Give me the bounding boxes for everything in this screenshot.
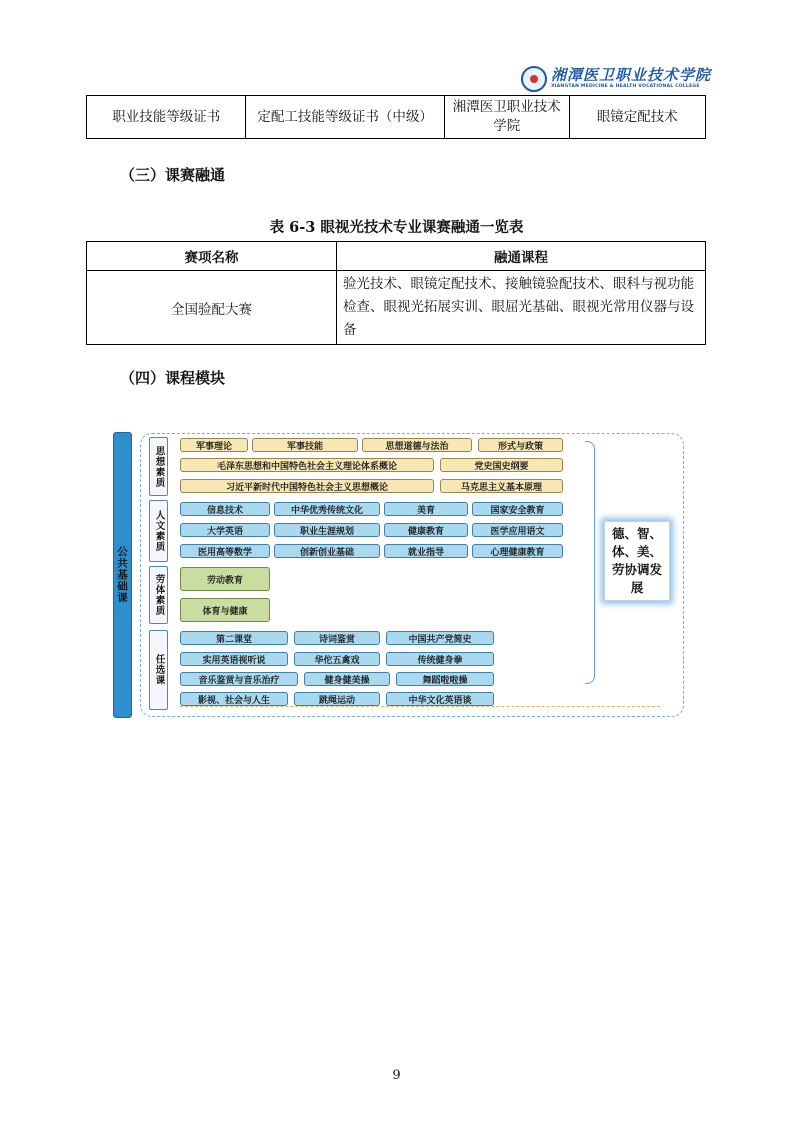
courses-cell: 验光技术、眼镜定配技术、接触镜验配技术、眼科与视功能检查、眼视光拓展实训、眼屈光基础、眼视光常用仪器与设备 xyxy=(337,271,706,345)
course-pill: 健康教育 xyxy=(384,523,468,537)
table-row xyxy=(87,271,706,345)
course-pill: 医用高等数学 xyxy=(180,544,270,558)
cert-course-cell: 眼镜定配技术 xyxy=(569,96,705,139)
course-competition-table xyxy=(86,241,706,345)
section-heading-4: （四）课程模块 xyxy=(120,369,226,387)
course-pill: 信息技术 xyxy=(180,502,270,516)
course-pill: 中华优秀传统文化 xyxy=(274,502,380,516)
course-pill: 心理健康教育 xyxy=(472,544,563,558)
goal-box: 德、智、体、美、劳协调发展 xyxy=(604,521,670,601)
section-heading-3: （三）课赛融通 xyxy=(120,166,226,184)
group-humanities xyxy=(149,500,168,562)
main-label: 公共基础课 xyxy=(116,546,128,604)
column-header: 赛项名称 xyxy=(87,242,337,271)
group-label: 人文素质 xyxy=(153,510,165,552)
course-pill: 诗词鉴赏 xyxy=(294,631,380,645)
cert-type-cell: 职业技能等级证书 xyxy=(87,96,246,139)
course-pill: 思想道德与法治 xyxy=(362,438,472,452)
course-pill: 中国共产党简史 xyxy=(386,631,494,645)
group-electives xyxy=(149,630,168,710)
course-pill: 形式与政策 xyxy=(478,438,563,452)
course-pill: 大学英语 xyxy=(180,523,270,537)
dashed-underline xyxy=(180,706,660,707)
course-pill: 体育与健康 xyxy=(180,598,270,622)
certificate-table xyxy=(86,95,706,139)
course-pill: 国家安全教育 xyxy=(472,502,563,516)
course-pill: 影视、社会与人生 xyxy=(180,692,288,706)
course-pill: 毛泽东思想和中国特色社会主义理论体系概论 xyxy=(180,458,434,472)
course-pill: 军事技能 xyxy=(252,438,358,452)
course-pill: 党史国史纲要 xyxy=(440,458,563,472)
course-pill: 美育 xyxy=(384,502,468,516)
course-pill: 马克思主义基本原理 xyxy=(440,479,563,493)
page-number: 9 xyxy=(392,1068,401,1083)
course-pill: 第二课堂 xyxy=(180,631,288,645)
course-pill: 职业生涯规划 xyxy=(274,523,380,537)
course-pill: 创新创业基础 xyxy=(274,544,380,558)
right-brace xyxy=(585,441,595,684)
course-pill: 音乐鉴赏与音乐治疗 xyxy=(180,672,298,686)
course-pill: 跳绳运动 xyxy=(294,692,380,706)
cert-issuer-cell: 湘潭医卫职业技术学院 xyxy=(444,96,569,139)
college-logo-emblem-icon xyxy=(521,66,547,92)
course-pill: 实用英语视听说 xyxy=(180,652,288,666)
course-pill: 中华文化英语谈 xyxy=(386,692,494,706)
course-pill: 华佗五禽戏 xyxy=(294,652,380,666)
course-pill: 习近平新时代中国特色社会主义思想概论 xyxy=(180,479,434,493)
course-pill: 医学应用语文 xyxy=(472,523,563,537)
group-label: 任选课 xyxy=(153,654,165,686)
group-label: 劳体素质 xyxy=(153,574,165,616)
course-pill: 舞蹈啦啦操 xyxy=(396,672,494,686)
course-pill: 劳动教育 xyxy=(180,567,270,591)
course-pill: 传统健身拳 xyxy=(386,652,494,666)
college-logo-english: XIANGTAN MEDICINE & HEALTH VOCATIONAL COLLEGE xyxy=(551,84,700,89)
table-row xyxy=(87,96,706,139)
group-labor-physical xyxy=(149,566,168,624)
course-pill: 健身健美操 xyxy=(304,672,390,686)
public-basic-courses-bar xyxy=(113,432,132,718)
group-label: 思想素质 xyxy=(153,445,165,488)
group-ideology xyxy=(149,437,168,496)
table-caption: 表 6-3 眼视光技术专业课赛融通一览表 xyxy=(269,219,524,236)
competition-name-cell: 全国验配大赛 xyxy=(87,271,337,345)
cert-name-cell: 定配工技能等级证书（中级） xyxy=(246,96,444,139)
column-header: 融通课程 xyxy=(337,242,706,271)
course-pill: 就业指导 xyxy=(384,544,468,558)
college-logo-name: 湘潭医卫职业技术学院 xyxy=(551,66,712,84)
table-header-row xyxy=(87,242,706,271)
course-pill: 军事理论 xyxy=(180,438,248,452)
